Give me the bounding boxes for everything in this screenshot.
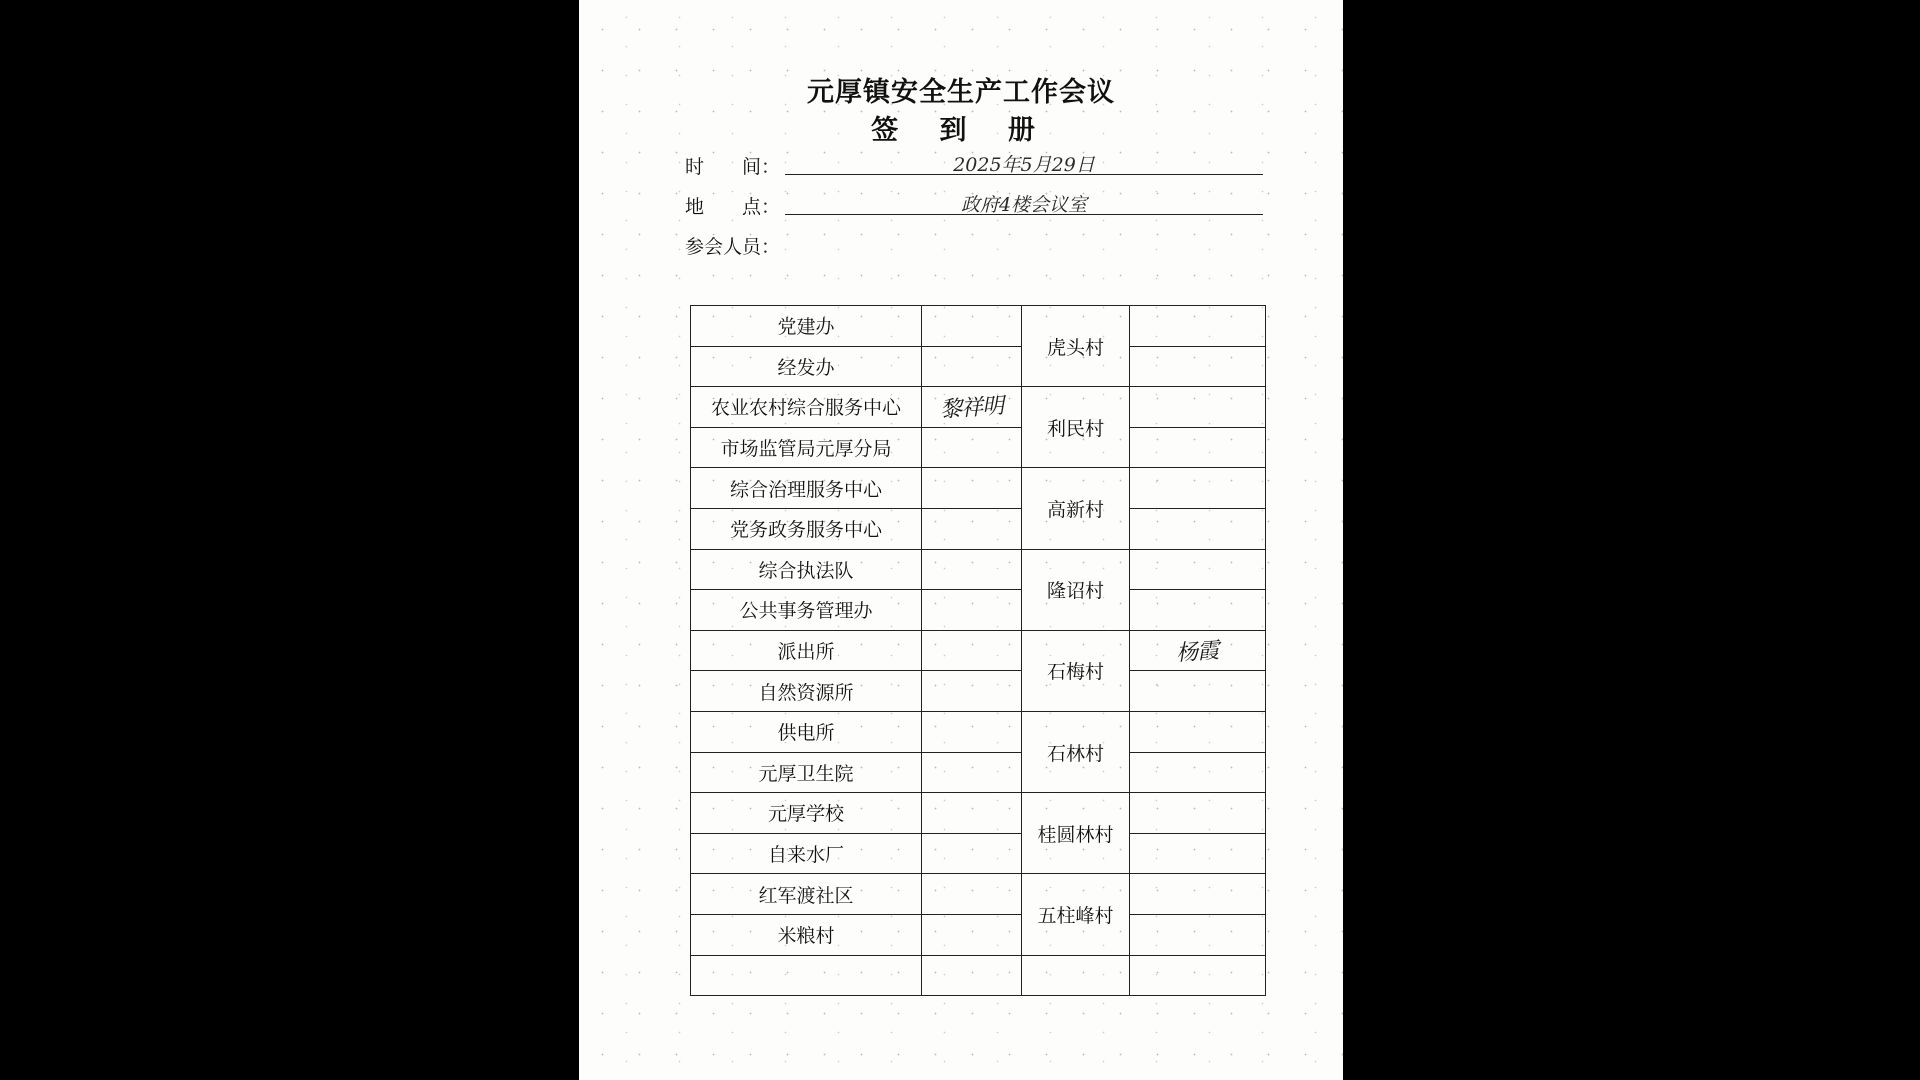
- table-row: [691, 468, 1266, 509]
- village-name-cell: 隆诏村: [1022, 549, 1130, 630]
- unit-signature-cell: [922, 752, 1022, 793]
- unit-name-cell: 派出所: [691, 630, 922, 671]
- unit-signature-cell: [922, 590, 1022, 631]
- village-signature-cell: [1130, 549, 1266, 590]
- time-value: 2025年5月29日: [953, 154, 1095, 176]
- unit-signature-cell: [922, 508, 1022, 549]
- unit-signature-cell: [922, 387, 1022, 428]
- table-row: [691, 955, 1266, 996]
- village-name-cell: [1022, 955, 1130, 996]
- village-signature-cell: [1130, 468, 1266, 509]
- table-row: [691, 306, 1266, 347]
- unit-signature-cell: [922, 914, 1022, 955]
- unit-signature-cell: [922, 833, 1022, 874]
- village-signature-cell: [1130, 508, 1266, 549]
- unit-name-cell: 元厚学校: [691, 793, 922, 834]
- table-row: [691, 508, 1266, 549]
- village-signature-cell: [1130, 914, 1266, 955]
- unit-signature-cell: [922, 427, 1022, 468]
- unit-signature-cell: [922, 711, 1022, 752]
- unit-name-cell: 元厚卫生院: [691, 752, 922, 793]
- table-row: [691, 752, 1266, 793]
- village-signature-cell: [1130, 955, 1266, 996]
- unit-signature-cell: [922, 671, 1022, 712]
- village-signature-cell: [1130, 346, 1266, 387]
- village-name-cell: 石林村: [1022, 711, 1130, 792]
- attendees-label: 参会人员：: [685, 236, 781, 258]
- village-name-cell: 利民村: [1022, 387, 1130, 468]
- village-signature-cell: [1130, 387, 1266, 428]
- village-name-cell: 五柱峰村: [1022, 874, 1130, 955]
- village-name-cell: 虎头村: [1022, 306, 1130, 387]
- unit-name-cell: 党建办: [691, 306, 922, 347]
- handwritten-signature: 黎祥明: [939, 394, 1004, 424]
- unit-name-cell: 综合治理服务中心: [691, 468, 922, 509]
- unit-name-cell: 农业农村综合服务中心: [691, 387, 922, 428]
- table-row: [691, 427, 1266, 468]
- unit-signature-cell: [922, 306, 1022, 347]
- unit-name-cell: 公共事务管理办: [691, 590, 922, 631]
- sign-in-table: [690, 305, 1266, 996]
- place-value: 政府4楼会议室: [960, 194, 1088, 216]
- village-signature-cell: [1130, 306, 1266, 347]
- unit-name-cell: 自然资源所: [691, 671, 922, 712]
- unit-signature-cell: [922, 955, 1022, 996]
- document-subtitle: 签 到 册: [871, 115, 1051, 146]
- place-underline: [785, 214, 1263, 215]
- unit-signature-cell: [922, 630, 1022, 671]
- document-title: 元厚镇安全生产工作会议: [807, 77, 1115, 108]
- unit-name-cell: 党务政务服务中心: [691, 508, 922, 549]
- table-row: [691, 590, 1266, 631]
- unit-name-cell: 供电所: [691, 711, 922, 752]
- table-row: [691, 914, 1266, 955]
- table-row: [691, 874, 1266, 915]
- table-row: [691, 793, 1266, 834]
- village-name-cell: 石梅村: [1022, 630, 1130, 711]
- table-row: [691, 630, 1266, 671]
- table-row: [691, 671, 1266, 712]
- sign-in-sheet: [579, 0, 1343, 1080]
- unit-name-cell: [691, 955, 922, 996]
- unit-signature-cell: [922, 468, 1022, 509]
- unit-name-cell: 自来水厂: [691, 833, 922, 874]
- unit-name-cell: 红军渡社区: [691, 874, 922, 915]
- unit-name-cell: 米粮村: [691, 914, 922, 955]
- village-signature-cell: [1130, 671, 1266, 712]
- village-signature-cell: [1130, 711, 1266, 752]
- handwritten-signature: 杨霞: [1175, 638, 1220, 667]
- village-signature-cell: [1130, 630, 1266, 671]
- unit-signature-cell: [922, 549, 1022, 590]
- table-row: [691, 833, 1266, 874]
- unit-signature-cell: [922, 793, 1022, 834]
- table-row: [691, 387, 1266, 428]
- table-row: [691, 711, 1266, 752]
- village-name-cell: 桂圆林村: [1022, 793, 1130, 874]
- time-label: 时 间：: [685, 156, 781, 178]
- unit-name-cell: 经发办: [691, 346, 922, 387]
- village-signature-cell: [1130, 833, 1266, 874]
- village-name-cell: 高新村: [1022, 468, 1130, 549]
- village-signature-cell: [1130, 874, 1266, 915]
- unit-signature-cell: [922, 346, 1022, 387]
- unit-signature-cell: [922, 874, 1022, 915]
- village-signature-cell: [1130, 427, 1266, 468]
- village-signature-cell: [1130, 793, 1266, 834]
- village-signature-cell: [1130, 590, 1266, 631]
- time-underline: [785, 174, 1263, 175]
- unit-name-cell: 综合执法队: [691, 549, 922, 590]
- table-row: [691, 549, 1266, 590]
- village-signature-cell: [1130, 752, 1266, 793]
- place-label: 地 点：: [685, 196, 781, 218]
- table-row: [691, 346, 1266, 387]
- unit-name-cell: 市场监管局元厚分局: [691, 427, 922, 468]
